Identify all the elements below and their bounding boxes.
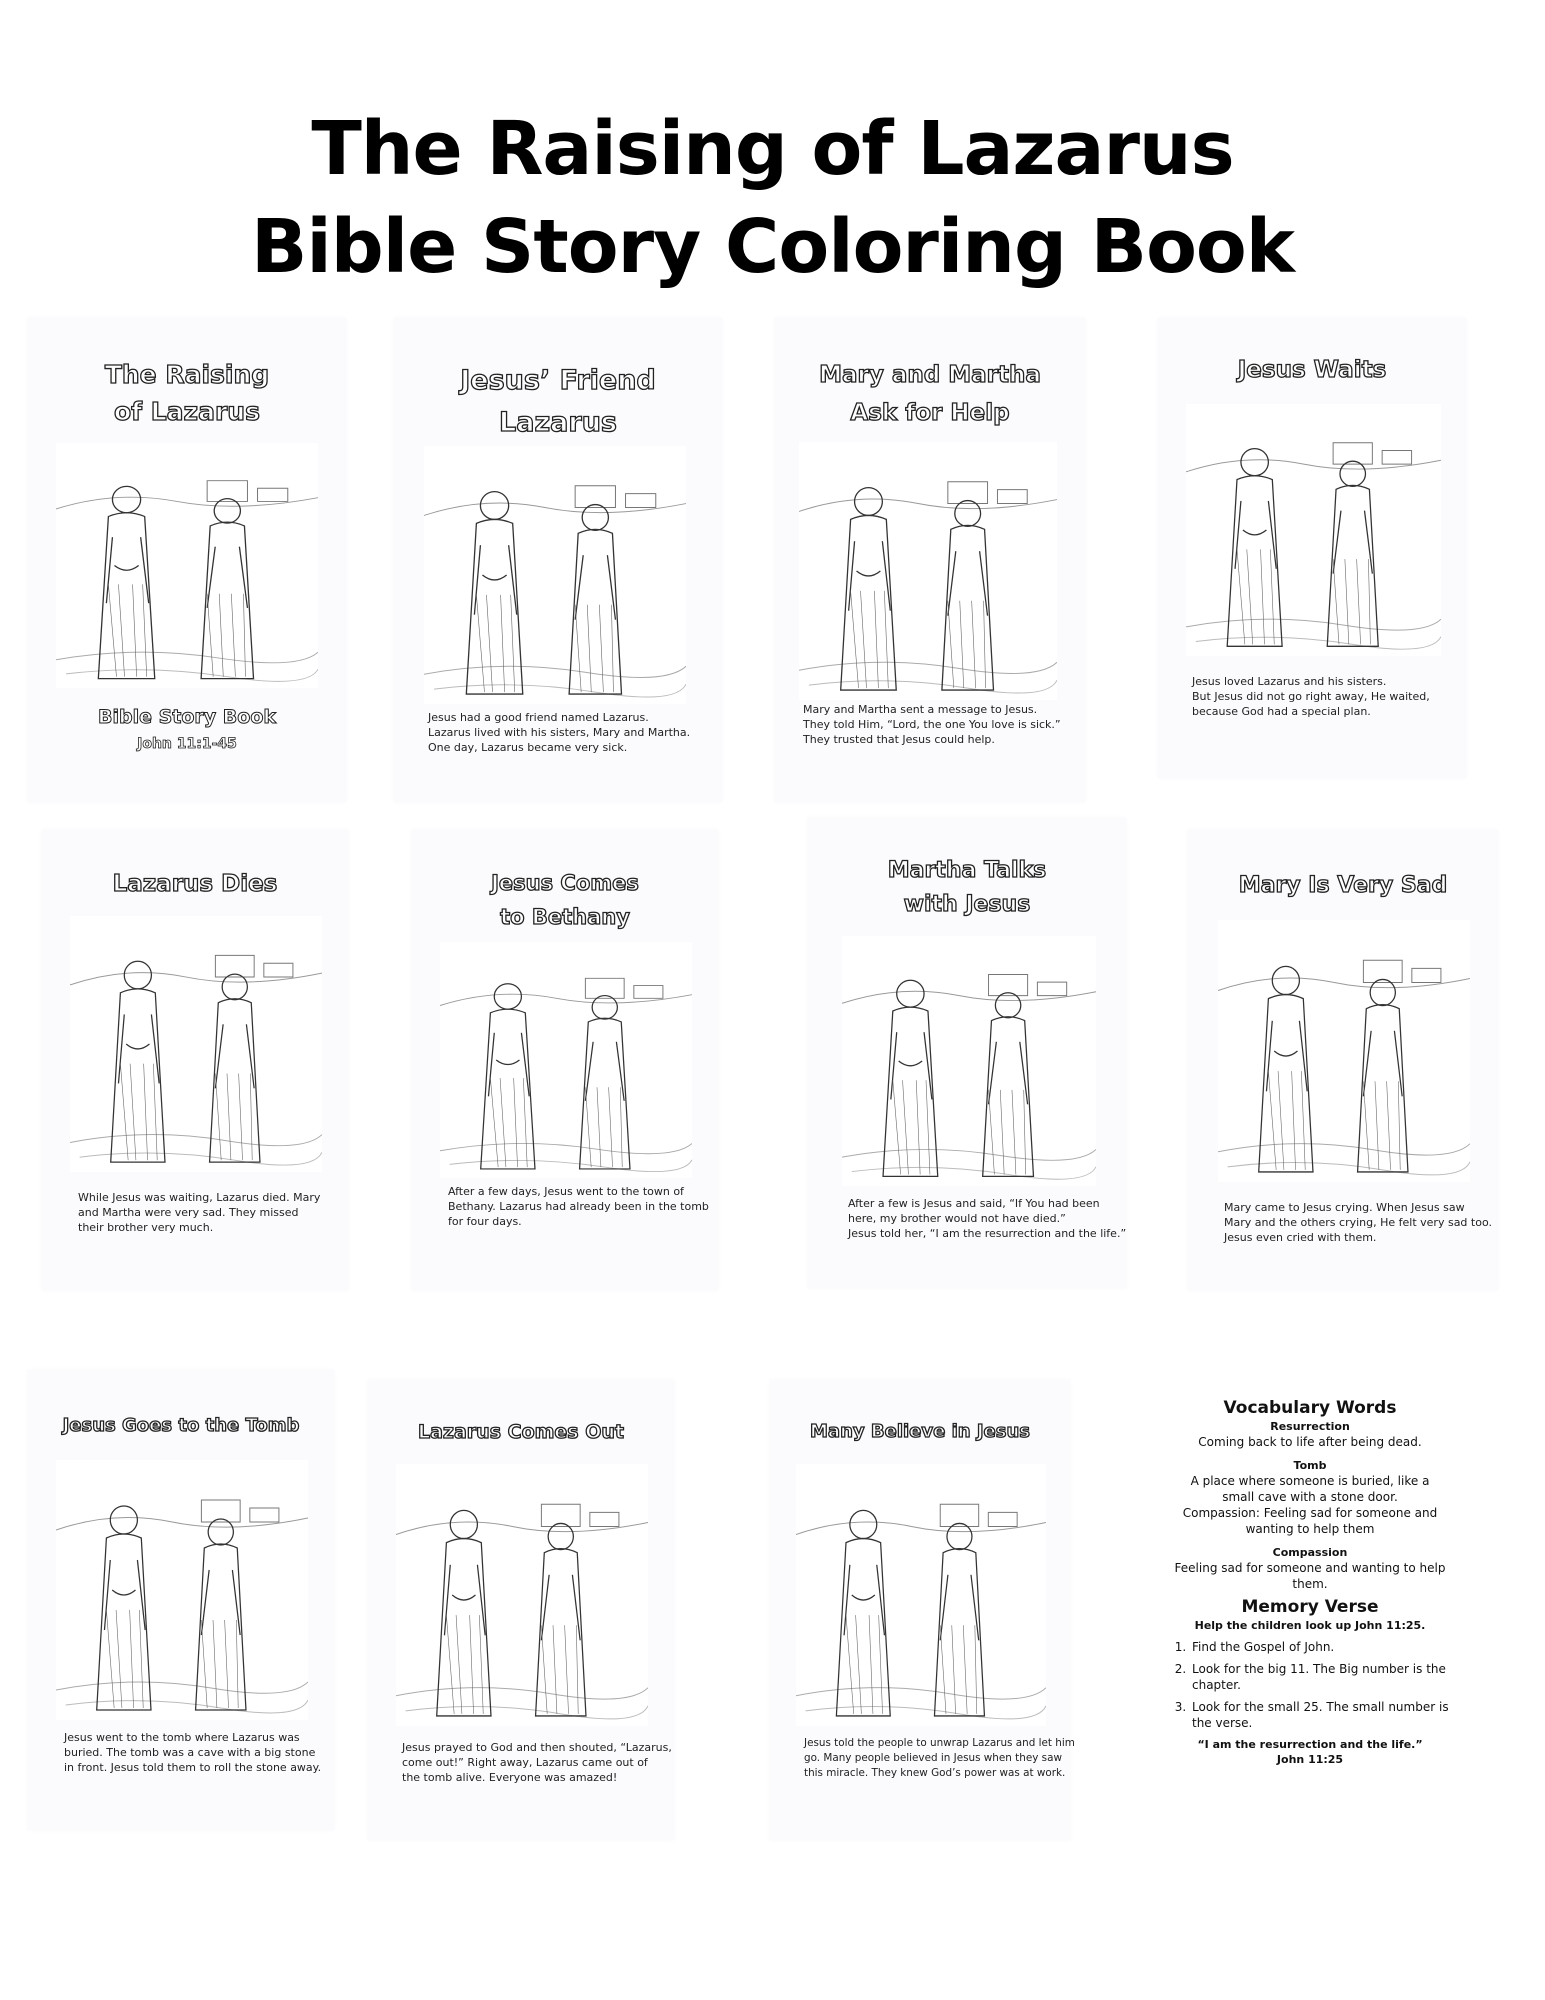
vocabulary-panel	[1168, 1397, 1452, 1767]
cover-reference: John 11:1-45	[137, 736, 237, 752]
page-title-line-2: Bible Story Coloring Book	[251, 204, 1294, 290]
card-illustration	[1218, 920, 1470, 1182]
card-title: Mary and Martha Ask for Help	[819, 362, 1041, 426]
card-illustration	[440, 942, 692, 1178]
card-illustration	[1186, 404, 1441, 656]
card-illustration	[56, 443, 318, 688]
card-illustration	[396, 1464, 648, 1726]
card-title: Lazarus Dies	[112, 871, 278, 897]
card-lazarus-dies	[42, 830, 348, 1290]
card-mary-very-sad	[1188, 830, 1498, 1290]
memory-verse-text: “I am the resurrection and the life.”	[1197, 1738, 1423, 1751]
memory-verse-heading: Memory Verse	[1241, 1597, 1379, 1617]
card-illustration	[56, 1460, 308, 1720]
card-title: Jesus’ Friend Lazarus	[460, 365, 656, 438]
card-cover	[28, 318, 346, 802]
card-caption: After a few is Jesus and said, “If You had been here, my brother would not have died.” Jesus told her, “I am the resurrection and the life.”	[848, 1197, 1127, 1240]
card-caption: Mary and Martha sent a message to Jesus. They told Him, “Lord, the one You love is sick.” They trusted that Jesus could help.	[803, 703, 1061, 746]
card-caption: While Jesus was waiting, Lazarus died. Mary and Martha were very sad. They missed their brother very much.	[78, 1191, 321, 1234]
card-jesus-goes-tomb	[28, 1370, 334, 1830]
card-illustration	[424, 446, 686, 704]
card-title: Lazarus Comes Out	[418, 1421, 624, 1443]
card-martha-talks	[808, 818, 1126, 1288]
card-caption: Jesus loved Lazarus and his sisters. But Jesus did not go right away, He waited, because God had a special plan.	[1192, 675, 1430, 718]
card-caption: Mary came to Jesus crying. When Jesus saw Mary and the others crying, He felt very sad too. Jesus even cried with them.	[1224, 1201, 1492, 1244]
card-illustration	[799, 442, 1057, 700]
card-jesus-comes-bethany	[412, 830, 718, 1290]
card-title: Mary Is Very Sad	[1238, 873, 1448, 898]
vocab-term: Resurrection	[1270, 1420, 1350, 1433]
card-title: Jesus Comes to Bethany	[491, 871, 639, 929]
card-caption: Jesus told the people to unwrap Lazarus and let him go. Many people believed in Jesus when they saw this miracle. They knew God’s power was at work.	[804, 1737, 1075, 1779]
list-item: 2. Look for the big 11. The Big number is the chapter.	[1190, 1661, 1452, 1693]
cover-subtitle: Bible Story Book	[97, 706, 277, 728]
card-illustration	[842, 936, 1096, 1186]
card-title: Jesus Waits	[1237, 357, 1387, 383]
vocab-definition: Feeling sad for someone and wanting to help them.	[1174, 1561, 1446, 1591]
memory-verse-instruction: Help the children look up John 11:25.	[1194, 1619, 1426, 1632]
card-caption: Jesus prayed to God and then shouted, “Lazarus, come out!” Right away, Lazarus came out of the tomb alive. Everyone was amazed!	[402, 1741, 672, 1784]
vocab-definition: Coming back to life after being dead.	[1198, 1435, 1422, 1449]
card-title: Martha Talks with Jesus	[887, 858, 1047, 917]
card-caption: Jesus had a good friend named Lazarus. Lazarus lived with his sisters, Mary and Martha. One day, Lazarus became very sick.	[428, 711, 691, 754]
card-jesus-waits	[1158, 318, 1466, 778]
page-title-line-1: The Raising of Lazarus	[311, 106, 1234, 192]
vocabulary-heading: Vocabulary Words	[1223, 1398, 1397, 1418]
card-illustration	[796, 1464, 1046, 1726]
card-jesus-friend-lazarus	[394, 318, 722, 802]
card-title: Many Believe in Jesus	[810, 1421, 1030, 1442]
page-title	[0, 100, 1545, 296]
card-illustration	[70, 916, 322, 1172]
memory-verse-reference: John 11:25	[1276, 1753, 1344, 1766]
vocab-term: Compassion	[1272, 1546, 1348, 1559]
card-caption: After a few days, Jesus went to the town of Bethany. Lazarus had already been in the tomb for four days.	[448, 1185, 709, 1228]
card-caption: Jesus went to the tomb where Lazarus was buried. The tomb was a cave with a big stone in front. Jesus told them to roll the stone away.	[64, 1731, 322, 1774]
card-title: Jesus Goes to the Tomb	[62, 1415, 300, 1436]
card-many-believe	[770, 1380, 1075, 1840]
card-title: The Raising of Lazarus	[104, 360, 270, 426]
vocab-term: Tomb	[1293, 1459, 1327, 1472]
memory-verse-steps	[1168, 1639, 1452, 1731]
list-item: 1. Find the Gospel of John.	[1190, 1639, 1452, 1655]
card-mary-martha-help	[775, 318, 1085, 802]
vocab-definition: A place where someone is buried, like a small cave with a stone door. Compassion: Feeling sad for someone and wanting to help them	[1182, 1474, 1438, 1536]
list-item: 3. Look for the small 25. The small number is the verse.	[1190, 1699, 1452, 1731]
card-lazarus-comes-out	[368, 1380, 674, 1840]
